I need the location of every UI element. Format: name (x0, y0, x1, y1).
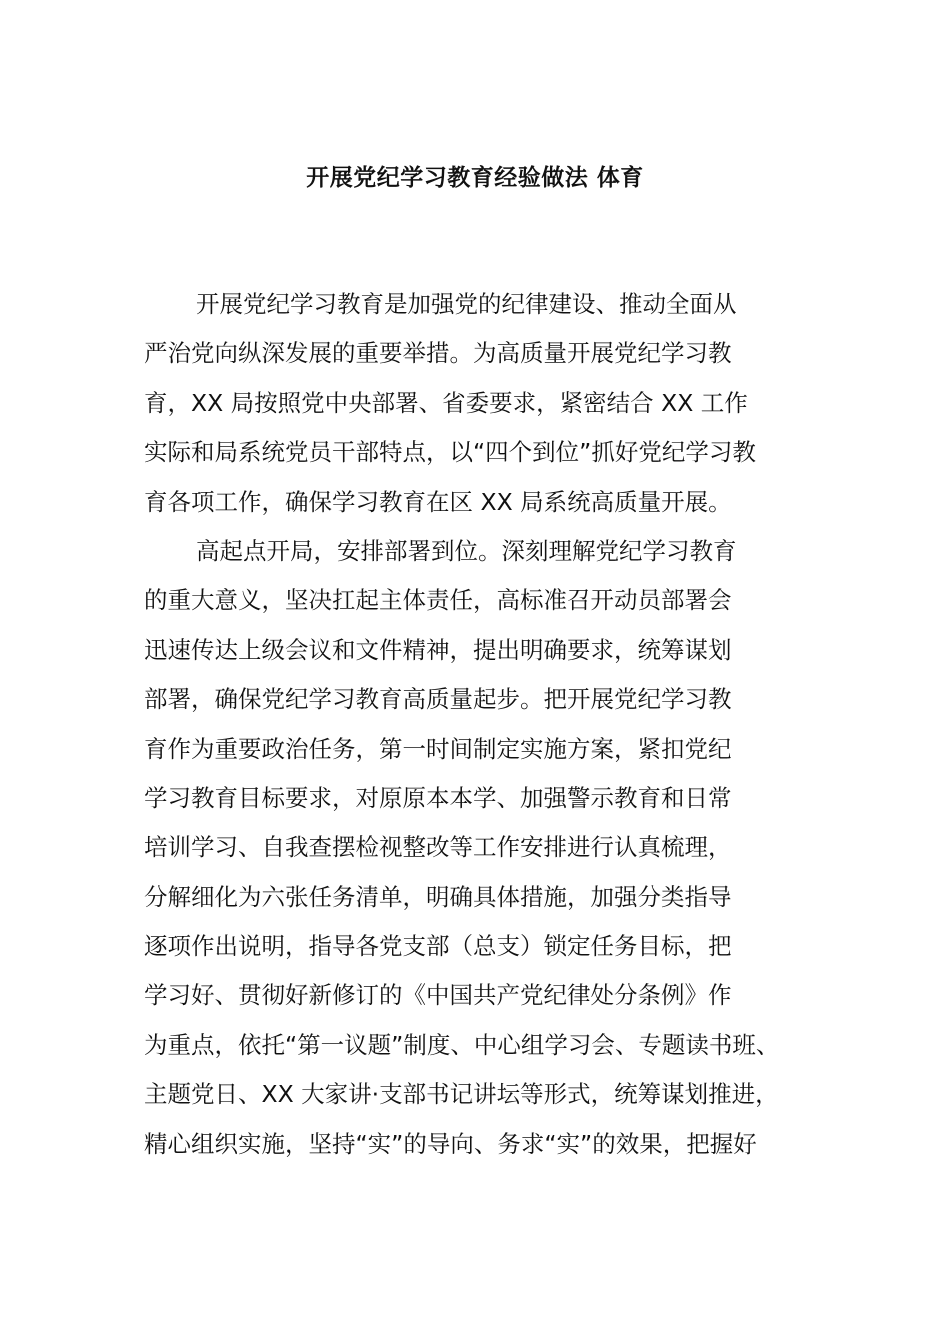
paragraph-2-line-6: 学习教育目标要求，对原原本本学、加强警示教育和日常 (144, 783, 732, 812)
document-body (144, 280, 814, 1169)
paragraph-1-line-4: 实际和局系统党员干部特点，以“四个到位”抓好党纪学习教 (144, 438, 756, 467)
paragraph-1-line-5: 育各项工作，确保学习教育在区 XX 局系统高质量开展。 (144, 487, 732, 516)
paragraph-1-line-3: 育，XX 局按照党中央部署、省委要求，紧密结合 XX 工作 (144, 388, 748, 417)
document-title: 开展党纪学习教育经验做法 体育 (306, 165, 644, 191)
paragraph-2-line-10: 学习好、贯彻好新修订的《中国共产党纪律处分条例》作 (144, 981, 732, 1010)
paragraph-2-line-2: 的重大意义，坚决扛起主体责任，高标准召开动员部署会 (144, 586, 732, 615)
paragraph-2-line-8: 分解细化为六张任务清单，明确具体措施，加强分类指导 (144, 882, 732, 911)
paragraph-1-line-2: 严治党向纵深发展的重要举措。为高质量开展党纪学习教 (144, 339, 732, 368)
paragraph-2-line-4: 部署，确保党纪学习教育高质量起步。把开展党纪学习教 (144, 685, 732, 714)
paragraph-2-line-1: 高起点开局，安排部署到位。深刻理解党纪学习教育 (196, 536, 737, 565)
paragraph-2-line-3: 迅速传达上级会议和文件精神，提出明确要求，统筹谋划 (144, 635, 732, 664)
paragraph-2-line-5: 育作为重要政治任务，第一时间制定实施方案，紧扣党纪 (144, 734, 732, 763)
paragraph-1-line-1: 开展党纪学习教育是加强党的纪律建设、推动全面从 (196, 290, 737, 318)
paragraph-2-line-11: 为重点，依托“第一议题”制度、中心组学习会、专题读书班、 (144, 1030, 780, 1059)
paragraph-2-line-12: 主题党日、XX 大家讲·支部书记讲坛等形式，统筹谋划推进， (144, 1080, 779, 1109)
paragraph-2-line-9: 逐项作出说明，指导各党支部（总支）锁定任务目标，把 (144, 932, 732, 961)
paragraph-2-line-7: 培训学习、自我查摆检视整改等工作安排进行认真梳理， (144, 833, 732, 862)
paragraph-2-line-13: 精心组织实施，坚持“实”的导向、务求“实”的效果，把握好 (144, 1129, 757, 1158)
